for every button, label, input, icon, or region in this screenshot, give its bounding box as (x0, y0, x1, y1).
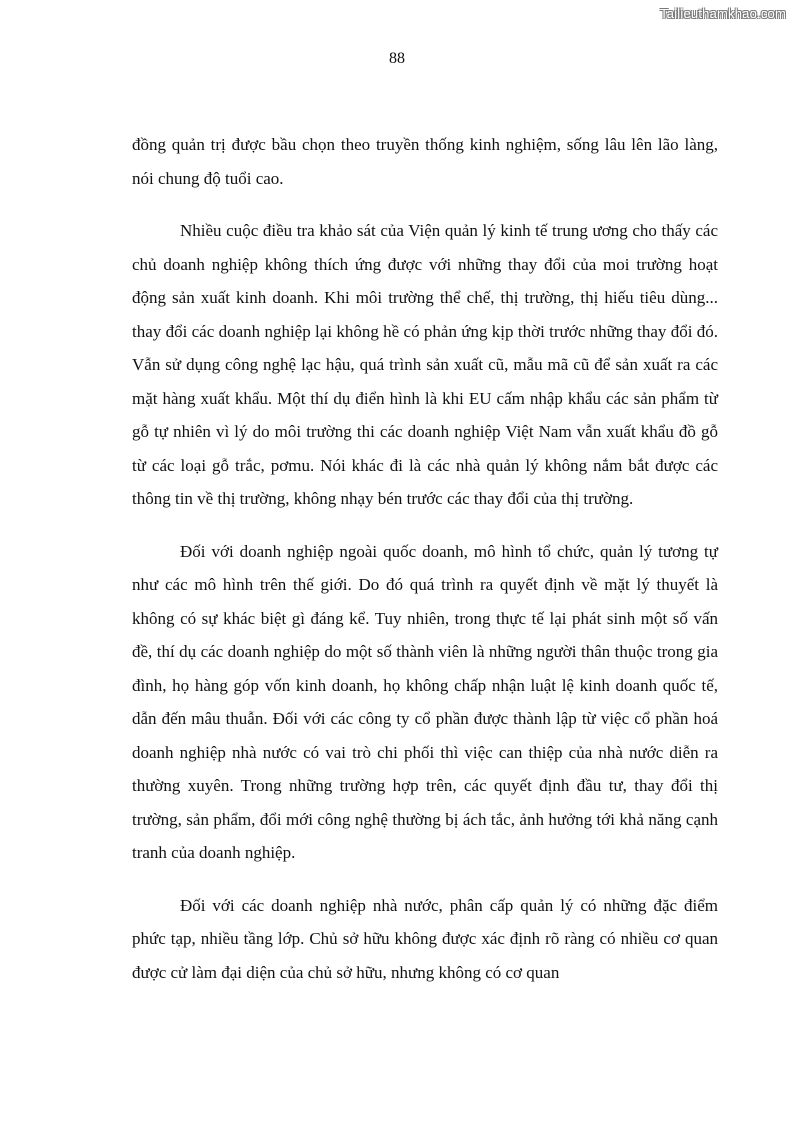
paragraph-management-survey: Nhiều cuộc điều tra khảo sát của Viện quản lý kinh tế trung ương cho thấy các chủ doanh nghiệp không thích ứng được với những thay đổi của moi trường hoạt động sản xuất kinh doanh. Khi môi trường thể chế, thị trường, thị hiếu tiêu dùng... thay đổi các doanh nghiệp lại không hề có phản ứng kịp thời trước những thay đổi đó. Vẫn sử dụng công nghệ lạc hậu, quá trình sản xuất cũ, mẫu mã cũ để sản xuất ra các mặt hàng xuất khẩu. Một thí dụ điển hình là khi EU cấm nhập khẩu các sản phẩm từ gỗ tự nhiên vì lý do môi trường thi các doanh nghiệp Việt Nam vẫn xuất khẩu đồ gỗ từ các loại gỗ trắc, pơmu. Nói khác đi là các nhà quản lý không nắm bắt được các thông tin về thị trường, không nhạy bén trước các thay đổi của thị trường. (132, 221, 718, 508)
paragraph-state-enterprises: Đối với các doanh nghiệp nhà nước, phân cấp quản lý có những đặc điểm phức tạp, nhiều tầng lớp. Chủ sở hữu không được xác định rõ ràng có nhiều cơ quan được cử làm đại diện của chủ sở hữu, nhưng không có cơ quan (132, 895, 718, 982)
page-number: 88 (389, 50, 405, 67)
document-body (132, 128, 718, 1008)
watermark-text: Tailieuthamkhao.com (660, 6, 786, 21)
paragraph-continuation: đồng quản trị được bầu chọn theo truyền thống kinh nghiệm, sống lâu lên lão làng, nói chung độ tuổi cao. (132, 135, 718, 188)
paragraph-non-state-enterprises: Đối với doanh nghiệp ngoài quốc doanh, mô hình tổ chức, quản lý tương tự như các mô hình trên thế giới. Do đó quá trình ra quyết định về mặt lý thuyết là không có sự khác biệt gì đáng kể. Tuy nhiên, trong thực tế lại phát sinh một số vấn đề, thí dụ các doanh nghiệp do một số thành viên là những người thân thuộc trong gia đình, họ hàng góp vốn kinh doanh, họ không chấp nhận luật lệ kinh doanh quốc tế, dẫn đến mâu thuẫn. Đối với các công ty cổ phần được thành lập từ việc cổ phần hoá doanh nghiệp nhà nước có vai trò chi phối thì việc can thiệp của nhà nước diễn ra thường xuyên. Trong những trường hợp trên, các quyết định đầu tư, thay đổi thị trường, sản phẩm, đổi mới công nghệ thường bị ách tắc, ảnh hưởng tới khả năng cạnh tranh của doanh nghiệp. (132, 541, 718, 862)
